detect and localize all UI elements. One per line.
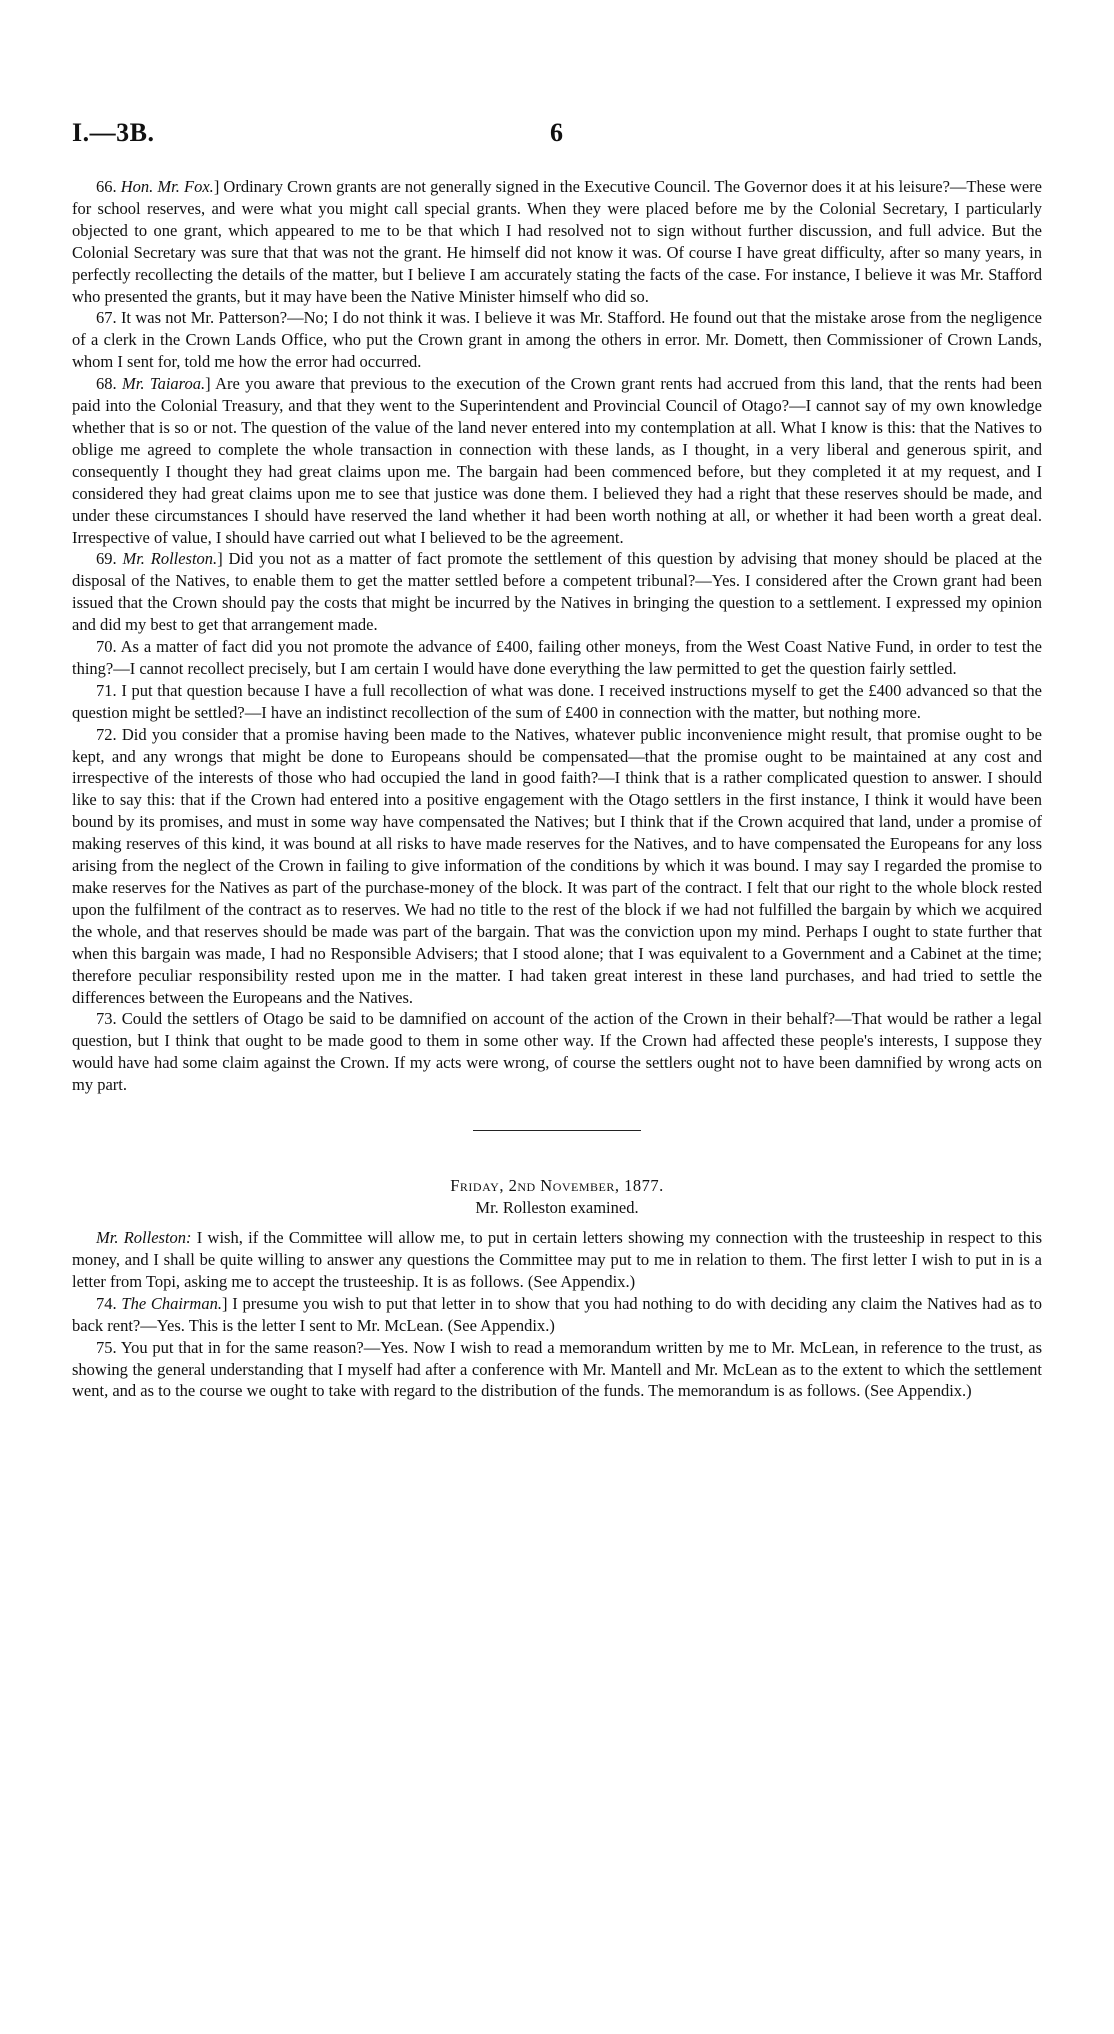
page-header [72, 118, 1042, 148]
para-lead: 66. [96, 177, 121, 196]
page-body [72, 176, 1042, 1402]
witness-examined-heading: Mr. Rolleston examined. [475, 1198, 639, 1218]
question-71 [72, 680, 1042, 724]
question-66 [72, 176, 1042, 307]
para-text: 71. I put that question because I have a full recollection of what was done. I received instructions myself to get the £400 advanced so that the question might be settled?—I have an indistinct recollection of the sum of £400 in connection with the matter, but nothing more. [72, 680, 1042, 722]
section-divider [473, 1130, 641, 1131]
speaker-name: Hon. Mr. Fox. [120, 177, 214, 196]
paper-reference: I.—3B. [72, 118, 155, 147]
speaker-name: Mr. Rolleston. [122, 549, 218, 569]
para-lead: 69. [96, 549, 123, 569]
examination-section [72, 1227, 1042, 1402]
para-text: I wish, if the Committee will allow me, to put in certain letters showing my connection with the trusteeship in respect to this money, and I shall be quite willing to answer any questions the Committee may put to me in relation to them. The first letter I wish to put in is a letter from Topi, asking me to accept the trusteeship. It is as follows. (See Appendix.) [72, 1228, 1042, 1291]
speaker-name: The Chairman. [121, 1293, 222, 1313]
para-text: 75. You put that in for the same reason?—Yes. Now I wish to read a memorandum written by me to Mr. McLean, in reference to the trust, as showing the general understanding that I myself had after a conference with Mr. Mantell and Mr. McLean as to the extent to which the settlement went, and as to the course we ought to take with regard to the distribution of the funds. The memorandum is as follows. (See Appendix.) [72, 1337, 1042, 1401]
para-text: ] Ordinary Crown grants are not generally signed in the Executive Council. The Governor does it at his leisure?—These were for school reserves, and were what you might call special grants. When they were placed before me by the Colonial Secretary, I particularly objected to one grant, which appeared to me to be that which I had resolved not to sign without further discussion, and full advice. But the Colonial Secretary was sure that that was not the grant. He himself did not know it was. Of course I have great difficulty, after so many years, in perfectly recollecting the details of the matter, but I believe I am accurately stating the facts of the case. For instance, I believe it was Mr. Stafford who presented the grants, but it may have been the Native Minister himself who did so. [72, 177, 1043, 306]
para-text: 72. Did you consider that a promise having been made to the Natives, whatever public inconvenience might result, that promise ought to be kept, and any wrongs that might be done to Europeans should be compensated—that the promise ought to be maintained at any cost and irrespective of the interests of those who had occupied the land in good faith?—I think that is a rather complicated question to answer. I should like to say this: that if the Crown had entered into a positive engagement with the Otago settlers in the first instance, I think it would have been bound by its promises, and must in some way have compensated the Natives; but I think that if the Crown acquired that land, under a promise of making reserves of this kind, it was bound at all risks to have made reserves for the Natives, and to have compensated the Europeans for any loss arising from the neglect of the Crown in failing to give information of the conditions by which it was bound. I may say I regarded the promise to make reserves for the Natives as part of the purchase-money of the block. It was part of the contract. I felt that our right to the whole block rested upon the fulfilment of the contract as to reserves. We had no title to the rest of the block if we had not fulfilled the bargain by which we acquired the whole, and that reserves should be made was part of the bargain. That was the conviction upon my mind. Perhaps I ought to state further that when this bargain was made, I had no Responsible Advisers; that I stood alone; that I was equivalent to a Government and a Cabinet at the time; therefore peculiar responsibility rested upon me in the matter. I had taken great interest in these land purchases, and had tried to settle the differences between the Europeans and the Natives. [72, 724, 1042, 1007]
question-69 [72, 548, 1042, 636]
speaker-name: Mr. Taiaroa. [122, 374, 206, 394]
question-67 [72, 307, 1042, 373]
para-text: 70. As a matter of fact did you not promote the advance of £400, failing other moneys, from the West Coast Native Fund, in order to test the thing?—I cannot recollect precisely, but I am certain I would have done everything the law permitted to get the question fairly settled. [72, 637, 1042, 678]
question-72 [72, 724, 1042, 1009]
question-68 [72, 373, 1042, 548]
speaker-name: Mr. Rolleston: [96, 1228, 192, 1248]
para-text: ] I presume you wish to put that letter in to show that you had nothing to do with deciding any claim the Natives had as to back rent?—Yes. This is the letter I sent to Mr. McLean. (See Appendix.) [72, 1293, 1043, 1335]
question-73 [72, 1008, 1042, 1096]
rolleston-statement [72, 1227, 1042, 1293]
question-70 [72, 636, 1042, 680]
para-lead: 74. [96, 1293, 122, 1313]
question-75 [72, 1337, 1042, 1403]
para-text: ] Are you aware that previous to the execution of the Crown grant rents had accrued from this land, that the rents had been paid into the Colonial Treasury, and that they went to the Superintendent and Provincial Council of Otago?—I cannot say of my own knowledge whether that is so or not. The question of the value of the land never entered into my contemplation at all. What I know is this: that the Natives to oblige me agreed to complete the whole transaction in connection with these lands, as I thought, in a very liberal and generous spirit, and consequently I thought they had great claims upon me. The bargain had been commenced before, but they completed it at my request, and I considered they had great claims upon me to see that justice was done them. I believed they had a right that these reserves should be made, and under these circumstances I should have reserved the land whether it had been worth nothing at all, or whether it had been worth a great deal. Irrespective of value, I should have carried out what I believed to be the agreement. [72, 374, 1042, 547]
question-74 [72, 1293, 1042, 1337]
para-lead: 68. [96, 374, 123, 394]
para-text: 67. It was not Mr. Patterson?—No; I do not think it was. I believe it was Mr. Stafford. He found out that the mistake arose from the negligence of a clerk in the Crown Lands Office, who put the Crown grant in among the others in error. Mr. Domett, then Commissioner of Crown Lands, whom I sent for, told me how the error had occurred. [72, 308, 1042, 372]
para-text: ] Did you not as a matter of fact promote the settlement of this question by advising that money should be placed at the disposal of the Natives, to enable them to get the matter settled before a competent tribunal?—Yes. I considered after the Crown grant had been issued that the Crown should pay the costs that might be incurred by the Natives in bringing the question to a settlement. I expressed my opinion and did my best to get that arrangement made. [72, 549, 1042, 635]
page-number: 6 [550, 118, 563, 147]
para-text: 73. Could the settlers of Otago be said to be damnified on account of the action of the Crown in their behalf?—That would be rather a legal question, but I think that ought to be made good to them in some other way. If the Crown had affected these people's interests, I suppose they would have had some claim against the Crown. If my acts were wrong, of course the settlers ought not to have been damnified by wrong acts on my part. [72, 1009, 1042, 1095]
session-date-heading: Friday, 2nd November, 1877. [450, 1176, 664, 1196]
